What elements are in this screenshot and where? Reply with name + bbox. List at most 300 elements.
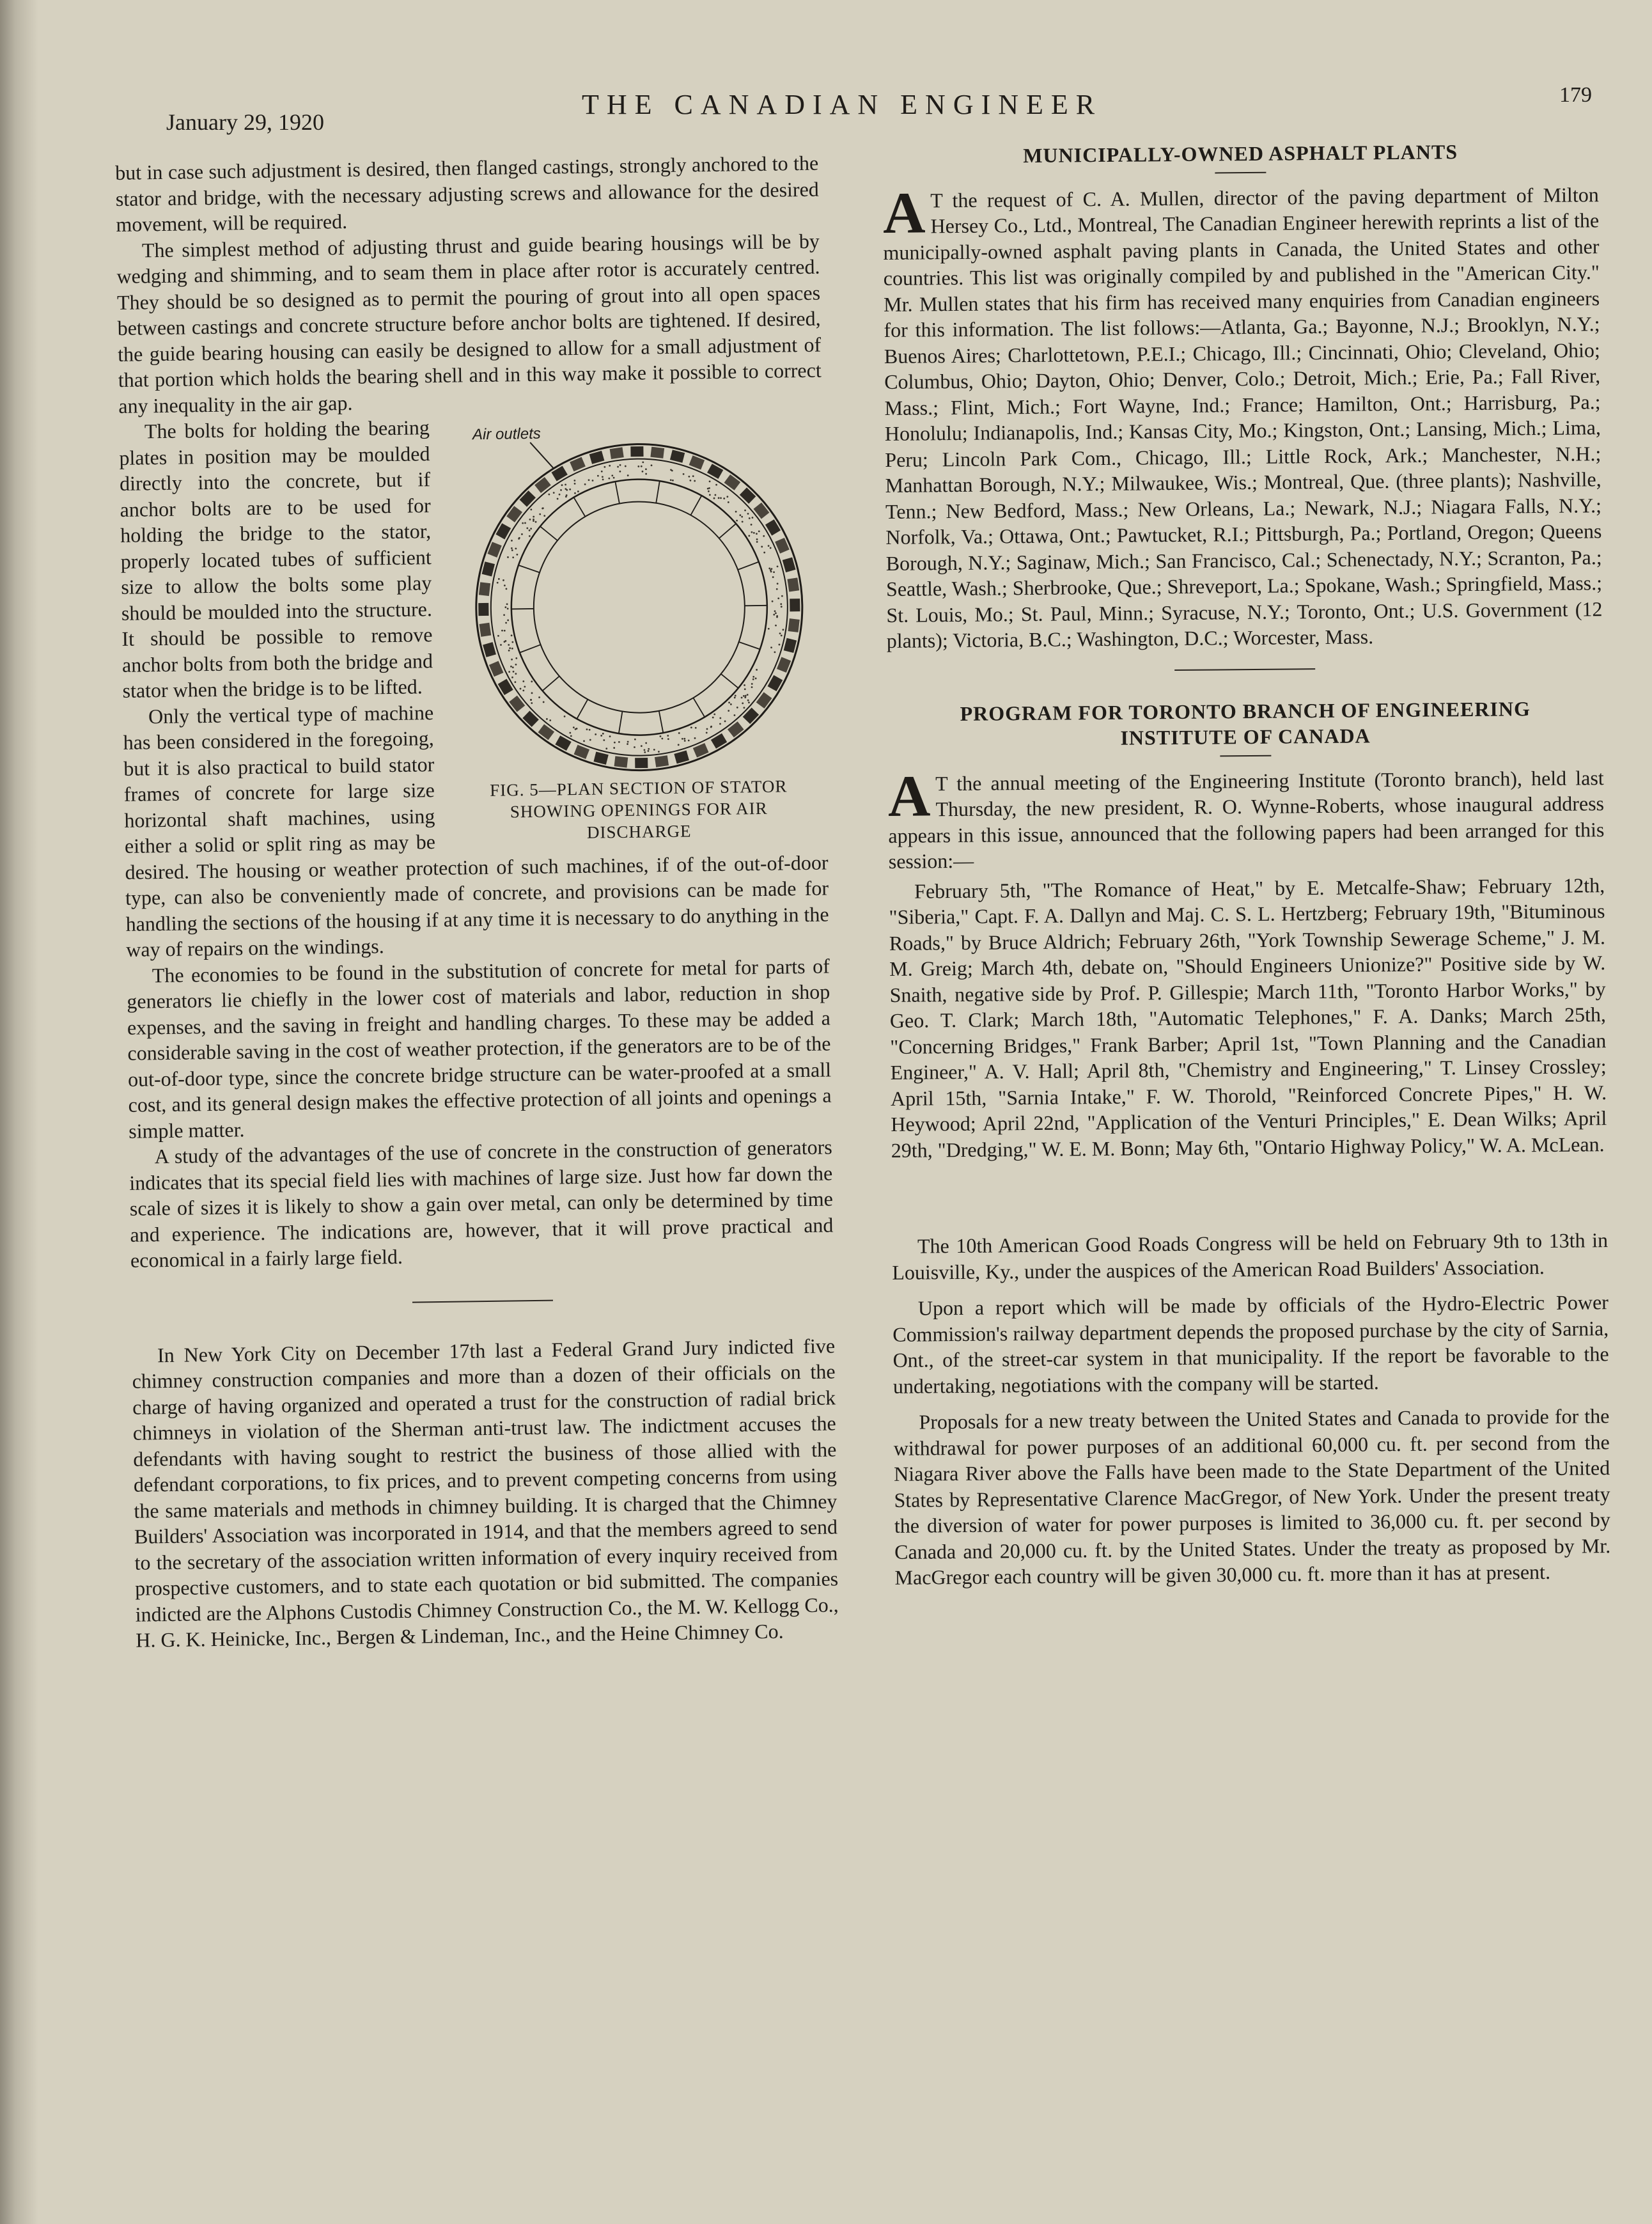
concrete-stipple [751,531,752,533]
segment-joint [659,711,664,733]
concrete-stipple [619,471,621,473]
air-outlet [655,755,669,767]
concrete-stipple [604,466,605,468]
concrete-stipple [779,632,781,634]
concrete-stipple [678,744,680,746]
concrete-stipple [751,683,753,685]
concrete-stipple [667,738,669,740]
concrete-stipple [644,749,646,751]
concrete-stipple [683,473,685,475]
concrete-stipple [511,677,513,678]
concrete-stipple [617,466,619,468]
concrete-stipple [529,519,531,521]
concrete-stipple [589,739,591,741]
concrete-stipple [755,678,757,680]
concrete-stipple [507,607,509,609]
concrete-stipple [734,714,736,716]
concrete-stipple [653,749,655,751]
concrete-stipple [503,579,504,581]
concrete-stipple [777,565,779,567]
concrete-stipple [641,466,643,467]
caption-line: DISCHARGE [586,821,692,842]
concrete-stipple [573,726,575,728]
concrete-stipple [734,697,736,699]
concrete-stipple [728,501,729,503]
concrete-stipple [538,696,540,698]
concrete-stipple [744,707,745,709]
air-outlet [610,447,624,459]
air-outlet [478,603,488,616]
concrete-stipple [741,516,743,518]
concrete-stipple [718,497,720,499]
concrete-stipple [602,478,604,480]
concrete-stipple [501,630,503,632]
concrete-stipple [515,673,517,675]
concrete-stipple [774,651,775,653]
paragraph: The economies to be found in the substitution of concrete for metal for parts of generators lie chiefly in the lower cost of materials and labor, reduction in shop expenses, and the saving in freight and handling charges. To these may be added a considerable saving in the cost of weather protection, if the generators are to be of the out-of-door type, since the concrete bridge structure can be water-proofed at a small cost, and its general design makes the effective protection of all joints and openings a simple matter. [127,954,832,1143]
air-outlet [635,758,648,768]
concrete-stipple [735,694,736,696]
stator-outer-ring [474,442,804,772]
concrete-stipple [756,669,758,671]
concrete-stipple [713,497,715,499]
concrete-stipple [761,546,763,548]
concrete-stipple [753,532,755,534]
concrete-stipple [531,692,533,694]
paragraph: The simplest method of adjusting thrust and guide bearing housings will be by wedging and shimming, and to seam them in place after rotor is accurately centred. They should be so designed as to permit the pouring of grout into all open spaces between castings and concrete structure before anchor bolts are tightened. If desired, the guide bearing housing can easily be designed to allow for a small adjustment of that portion which holds the bearing shell and in this way make it possible to correct any inequality in the air gap. [116,229,822,418]
concrete-stipple [742,702,744,704]
concrete-stipple [511,659,513,661]
concrete-stipple [497,582,499,584]
concrete-stipple [744,696,746,698]
air-outlet [589,451,605,464]
concrete-stipple [641,745,643,747]
concrete-stipple [561,484,563,486]
concrete-stipple [637,466,639,467]
concrete-stipple [506,588,508,590]
concrete-stipple [758,530,760,532]
concrete-stipple [775,612,777,614]
concrete-stipple [543,701,545,703]
concrete-stipple [728,701,730,703]
concrete-stipple [574,492,576,494]
segment-joint [518,565,540,572]
concrete-stipple [602,733,604,735]
concrete-stipple [642,471,644,473]
concrete-stipple [709,494,711,496]
concrete-stipple [497,635,499,637]
concrete-stipple [695,727,697,729]
concrete-stipple [584,483,586,485]
concrete-stipple [564,716,566,717]
label-leader-line [530,442,554,469]
concrete-stipple [546,718,548,720]
concrete-stipple [569,732,571,734]
concrete-stipple [520,688,522,690]
concrete-stipple [735,511,737,513]
concrete-stipple [744,688,746,690]
concrete-stipple [543,515,545,517]
concrete-stipple [531,702,533,704]
concrete-stipple [724,721,726,723]
stator-rings [474,442,804,772]
concrete-stipple [742,521,744,522]
stator-inner-ring [510,478,769,737]
concrete-stipple [530,528,532,529]
concrete-stipple [781,606,783,607]
title-rule [1215,171,1266,173]
rotor-ring [533,500,747,714]
concrete-stipple [748,701,750,703]
concrete-stipple [498,578,500,580]
paragraph: In New York City on December 17th last a Federal Grand Jury indicted five chimney construction companies and more than a dozen of their officials on the charge of having organized and operated a trust for the construction of radial brick chimneys in violation of the Sherman anti-trust law. The indictment accuses the defendants with having sought to restrict the business of those allied with the defendant corporations, to fix prices, and to prevent competing concerns from using the same materials and methods in chimney building. It is charged that the Chimney Builders' Association was incorporated in 1914, and that the members agreed to send to the secretary of the association written information of every inquiry received from prospective customers, and to state each quotation or bid submitted. The companies indicted are the Alphons Custodis Chimney Construction Co., the M. W. Kellogg Co., H. G. K. Heinicke, Inc., Bergen & Lindeman, Inc., and the Heine Chimney Co. [132,1333,839,1652]
concrete-stipple [507,556,509,558]
concrete-stipple [756,541,758,543]
concrete-stipple [613,477,615,479]
segment-joint [738,562,759,570]
concrete-stipple [603,739,605,741]
right-column [882,137,1611,1590]
concrete-stipple [535,521,537,523]
air-outlet [593,751,608,764]
segment-joint [573,497,585,517]
concrete-stipple [627,743,628,745]
concrete-stipple [763,552,765,554]
concrete-stipple [667,735,669,737]
concrete-stipple [683,738,685,740]
concrete-stipple [513,671,515,673]
concrete-stipple [748,535,750,537]
concrete-stipple [741,697,743,699]
concrete-stipple [773,571,775,573]
concrete-stipple [609,735,611,737]
concrete-stipple [620,464,621,466]
concrete-stipple [772,576,774,578]
concrete-stipple [530,508,532,510]
segment-joint [540,526,557,541]
concrete-stipple [627,741,629,743]
concrete-stipple [645,742,647,744]
concrete-stipple [503,614,505,616]
title-line: INSTITUTE OF CANADA [1120,724,1371,749]
article-body-program [887,762,1605,875]
concrete-stipple [775,625,777,627]
concrete-stipple [726,496,728,497]
page-header [160,83,1598,141]
concrete-stipple [776,588,778,590]
concrete-stipple [625,466,627,467]
stator-plan-diagram [455,413,818,776]
concrete-stipple [509,647,511,649]
air-outlet [482,561,495,576]
concrete-stipple [768,628,770,630]
air-outlet [787,577,799,591]
concrete-stipple [772,600,774,602]
concrete-stipple [747,694,749,696]
concrete-stipple [751,524,752,526]
concrete-stipple [634,746,635,748]
concrete-stipple [511,641,513,643]
segment-joint [615,482,620,504]
concrete-stipple [618,741,620,743]
concrete-stipple [553,492,555,494]
concrete-stipple [504,584,506,586]
concrete-stipple [720,497,722,499]
paragraph: but in case such adjustment is desired, then flanged castings, strongly anchored to the stator and bridge, with the necessary adjusting screws and allowance for the desired movement, will be required. [115,151,819,236]
concrete-stipple [508,650,510,652]
segment-joint [693,698,705,717]
drop-cap: A [882,179,926,246]
concrete-stipple [682,738,683,740]
concrete-stipple [719,717,721,719]
concrete-stipple [560,489,562,491]
paragraph-text: T the annual meeting of the Engineering Institute (Toronto branch), held last Thursday, the new president, R. O. Wynne-Roberts, whose inaugural address appears in this issue, announced that the following papers had been arranged for this session:— [888,765,1605,873]
concrete-stipple [773,614,775,616]
drop-cap: A [887,762,931,829]
article-title-asphalt: MUNICIPALLY-OWNED ASPHALT PLANTS [1023,140,1458,168]
caption-line: SHOWING OPENINGS FOR AIR [510,798,768,822]
concrete-stipple [627,474,629,476]
concrete-stipple [706,728,708,730]
concrete-stipple [706,732,708,733]
concrete-stipple [595,733,596,735]
concrete-stipple [743,695,745,697]
concrete-stipple [521,533,523,535]
concrete-stipple [708,490,710,492]
air-outlet [790,599,800,611]
air-outlet [483,642,496,657]
air-outlet [788,618,800,632]
concrete-stipple [526,528,528,529]
concrete-stipple [565,483,566,485]
air-outlet [479,582,490,596]
concrete-stipple [781,634,783,636]
concrete-stipple [539,513,541,515]
page-binding-edge [0,0,38,2224]
concrete-stipple [777,597,779,599]
concrete-stipple [728,710,729,712]
segment-joint [690,496,702,515]
concrete-stipple [511,549,513,551]
concrete-stipple [577,490,579,492]
segment-joint [577,700,588,719]
concrete-stipple [529,529,531,531]
paragraph: Only the vertical type of machine has been considered in the foregoing, but it is also practical to build stator frames of concrete for large size horizontal shaft machines, using either a solid or split ring as may be desired. The housing or weather protection of such machines, if of the out-of-door type, can also be conveniently made of concrete, and provisions can be made for handling the sections of the housing if at any time it is necessary to do anything in the way of repairs on the windings. [123,700,829,961]
concrete-stipple [608,478,610,480]
air-outlet [674,751,689,764]
concrete-stipple [516,554,518,556]
concrete-stipple [613,747,615,749]
concrete-stipple [511,648,513,650]
concrete-stipple [660,735,662,737]
concrete-stipple [777,583,779,584]
air-outlets-label: Air outlets [472,425,541,444]
segment-joint [739,641,760,649]
concrete-stipple [614,742,616,744]
paragraph: The bolts for holding the bearing plates in position may be moulded directly into the concrete, but if anchor bolts are to be used for holding the bridge to the stator, properly located tubes of sufficient size to allow the bolts some play should be moulded into the structure. It should be possible to remove anchor bolts from both the bridge and stator when the bridge is to be lifted. [119,416,433,702]
concrete-stipple [781,595,783,597]
news-item-good-roads: The 10th American Good Roads Congress will be held on February 9th to 13th in Louisville, Ky., under the auspices of the American Road Builders' Association. [892,1228,1609,1284]
concrete-stipple [605,748,607,749]
segment-joint [656,481,660,503]
section-divider [412,1299,553,1303]
concrete-stipple [511,547,513,549]
concrete-stipple [745,695,747,697]
left-column [115,150,839,1654]
concrete-stipple [588,479,590,481]
concrete-stipple [569,489,571,490]
concrete-stipple [751,686,753,688]
concrete-stipple [512,666,514,668]
concrete-stipple [511,540,513,542]
concrete-stipple [506,603,508,605]
concrete-stipple [574,483,576,485]
concrete-stipple [533,520,534,522]
concrete-stipple [583,740,585,742]
concrete-stipple [690,726,692,728]
concrete-stipple [557,498,559,500]
air-outlet [479,623,492,637]
concrete-stipple [694,737,696,739]
concrete-stipple [589,729,591,731]
concrete-stipple [515,664,517,666]
program-list: February 5th, "The Romance of Heat," by E. Metcalfe-Shaw; February 12th, "Siberia," Capt. F. A. Dallyn and Maj. C. S. L. Hertzberg; February 19th, "Bituminous Roads," by Bruce Aldrich; February 26th, "York Township Sewerage Scheme," J. M. M. Greig; March 4th, debate on, "Should Engineers Unionize?" Positive side by W. Snaith, negative side by Prof. P. Gillespie; March 11th, "Toronto Harbor Works," by Geo. T. Clark; March 18th, "Automatic Telephones," F. A. Danks; March 25th, "Concerning Bridges," Frank Barber; April 1st, "Town Planning and the Canadian Engineer," A. V. Hall; April 8th, "Chemistry and Engineering," T. Linsey Crossley; April 15th, "Sarnia Intake," F. W. Thorold, "Reinforced Concrete Pipes," H. W. Heywood; April 22nd, "Application of the Venturi Principles," E. Dean Wilks; April 29th, "Dredging," W. E. M. Bonn; May 6th, "Ontario Highway Policy," W. A. McLean. [889,873,1607,1162]
article-title-program [887,695,1604,753]
concrete-stipple [770,547,772,549]
segment-joint [719,524,736,538]
caption-line: FIG. 5—PLAN SECTION OF STATOR [490,776,788,800]
concrete-stipple [524,685,526,687]
concrete-stipple [600,735,602,737]
concrete-stipple [736,520,738,522]
concrete-stipple [684,740,686,742]
concrete-stipple [645,473,647,475]
concrete-stipple [768,568,770,570]
concrete-stipple [570,735,572,737]
concrete-stipple [611,474,613,476]
air-outlet [650,447,664,458]
title-line: PROGRAM FOR TORONTO BRANCH OF ENGINEERING [960,696,1531,725]
segment-joint [618,711,623,733]
concrete-stipple [709,480,711,482]
concrete-stipple [770,646,772,648]
concrete-stipple [510,666,512,668]
concrete-stipple [602,476,604,478]
concrete-stipple [715,484,717,486]
air-outlet [670,450,685,462]
concrete-stipple [508,671,510,673]
concrete-stipple [524,522,526,524]
concrete-stipple [756,538,758,540]
concrete-stipple [634,739,636,740]
concrete-stipple [723,497,725,499]
concrete-stipple [559,494,561,496]
concrete-stipple [522,522,524,524]
title-rule [1220,755,1271,756]
concrete-stipple [661,738,663,740]
concrete-stipple [749,517,751,519]
concrete-stipple [573,480,575,482]
concrete-stipple [672,480,674,482]
news-item-sarnia: Upon a report which will be made by officials of the Hydro-Electric Power Commission's railway department depends the proposed purchase by the city of Sarnia, Ont., of the street-car system in that municipality. If the report be favorable to the undertaking, negotiations with the company will be started. [892,1290,1609,1398]
paragraph: A study of the advantages of the use of concrete in the construction of generators indicates that its special field lies with machines of large size. Just how far down the scale of sizes it is likely to show a gain over metal, can only be determined by time and experience. The indications are, however, that it will prove practical and economical in a fairly large field. [129,1135,834,1272]
concrete-stipple [713,714,715,716]
concrete-stipple [512,556,514,558]
concrete-stipple [719,723,721,725]
figure-caption [450,775,828,845]
concrete-stipple [515,547,517,549]
concrete-stipple [533,516,534,518]
concrete-stipple [763,535,765,537]
concrete-stipple [522,680,524,682]
concrete-stipple [774,610,776,612]
concrete-stipple [670,479,672,481]
concrete-stipple [549,719,551,721]
concrete-stipple [548,494,550,496]
article-body-asphalt [882,179,1603,654]
concrete-stipple [688,476,690,478]
concrete-stipple [508,644,510,646]
concrete-stipple [768,545,770,547]
concrete-stipple [779,644,781,646]
concrete-stipple [648,748,650,750]
concrete-stipple [651,464,653,466]
paragraph-text: T the request of C. A. Mullen, director of the paving department of Milton Hersey Co., Ltd., Montreal, The Canadian Engineer herewith reprints a list of the municipally-owned asphalt paving plants in Canada, the United States and other countries. This list was originally compiled by and published in the "American City." Mr. Mullen states that his firm has received many enquiries from Canadian engineers for this information. The list follows:—Atlanta, Ga.; Bayonne, N.J.; Brooklyn, N.Y.; Buenos Aires; Charlottetown, P.E.I.; Chicago, Ill.; Cincinnati, Ohio; Cleveland, Ohio; Columbus, Ohio; Dayton, Ohio; Denver, Colo.; Detroit, Mich.; Erie, Pa.; Fall River, Mass.; Flint, Mich.; Fort Wayne, Ind.; France; Hamilton, Ont.; Harrisburg, Pa.; Honolulu; Indianapolis, Ind.; Kansas City, Mo.; Kingston, Ont.; Lansing, Mich.; Lima, Peru; Lincoln Park Com., Chicago, Ill.; Little Rock, Ark.; Manchester, N.H.; Manhattan Borough, N.Y.; Milwaukee, Wis.; Montreal, Que. (three plants); Nashville, Tenn.; New Bedford, Mass.; New Orleans, La.; Newark, N.J.; Niagara Falls, N.Y.; Norfolk, Va.; Ottawa, Ont.; Pawtucket, R.I.; Pittsburgh, Pa.; Portland, Oregon; Queens Borough, N.Y.; Saginaw, Mich.; San Francisco, Cal.; Schenectady, N.Y.; Scranton, Pa.; Seattle, Wash.; Sherbrooke, Que.; Shreveport, La.; Spokane, Wash.; Springfield, Mass.; St. Louis, Mo.; St. Paul, Minn.; Syracuse, N.Y.; Toronto, Ont.; U.S. Government (12 plants); Victoria, B.C.; Washington, D.C.; Worcester, Mass. [883,182,1603,652]
news-item-niagara-treaty: Proposals for a new treaty between the United States and Canada to provide for the withdrawal for power purposes of an additional 60,000 cu. ft. per second from the Niagara River above the Falls have been made to the State Department of the United States by Representative Clarence MacGregor, of New York. Under the present treaty the diversion of water for power purposes is limited to 36,000 cu. ft. per second by Canada and 20,000 cu. ft. by the United States. Under the treaty as proposed by Mr. MacGregor each country will be given 30,000 cu. ft. more than it has at present. [893,1404,1611,1589]
concrete-stipple [739,514,741,516]
air-outlet [614,756,628,767]
concrete-stipple [609,465,611,467]
concrete-stipple [747,700,749,701]
concrete-stipple [648,750,650,752]
concrete-stipple [645,468,647,470]
segment-joint [520,645,541,652]
concrete-stipple [714,494,716,496]
concrete-stipple [692,475,694,477]
concrete-stipple [601,471,603,473]
segment-joint [721,674,738,689]
air-outlet [783,558,796,573]
concrete-stipple [694,480,696,482]
segment-joint [542,676,559,691]
concrete-stipple [780,603,782,605]
concrete-stipple [644,751,646,753]
concrete-stipple [688,740,690,742]
concrete-stipple [504,606,506,608]
concrete-stipple [712,717,714,719]
air-outlet [630,446,643,457]
concrete-stipple [752,676,754,678]
concrete-stipple [504,630,506,632]
concrete-stipple [678,732,680,734]
concrete-stipple [597,475,599,477]
concrete-stipple [736,707,738,709]
concrete-stipple [507,620,509,622]
concrete-stipple [730,703,732,705]
concrete-stipple [511,634,513,636]
concrete-stipple [531,680,533,682]
concrete-stipple [783,629,784,630]
concrete-stipple [515,657,517,659]
concrete-stipple [515,681,517,683]
journal-title: THE CANADIAN ENGINEER [582,89,1103,120]
issue-date: January 29, 1920 [166,109,324,135]
concrete-stipple [592,480,594,482]
section-divider [1174,668,1315,671]
concrete-stipple [744,684,745,686]
air-outlet [784,638,797,653]
concrete-stipple [747,513,749,515]
